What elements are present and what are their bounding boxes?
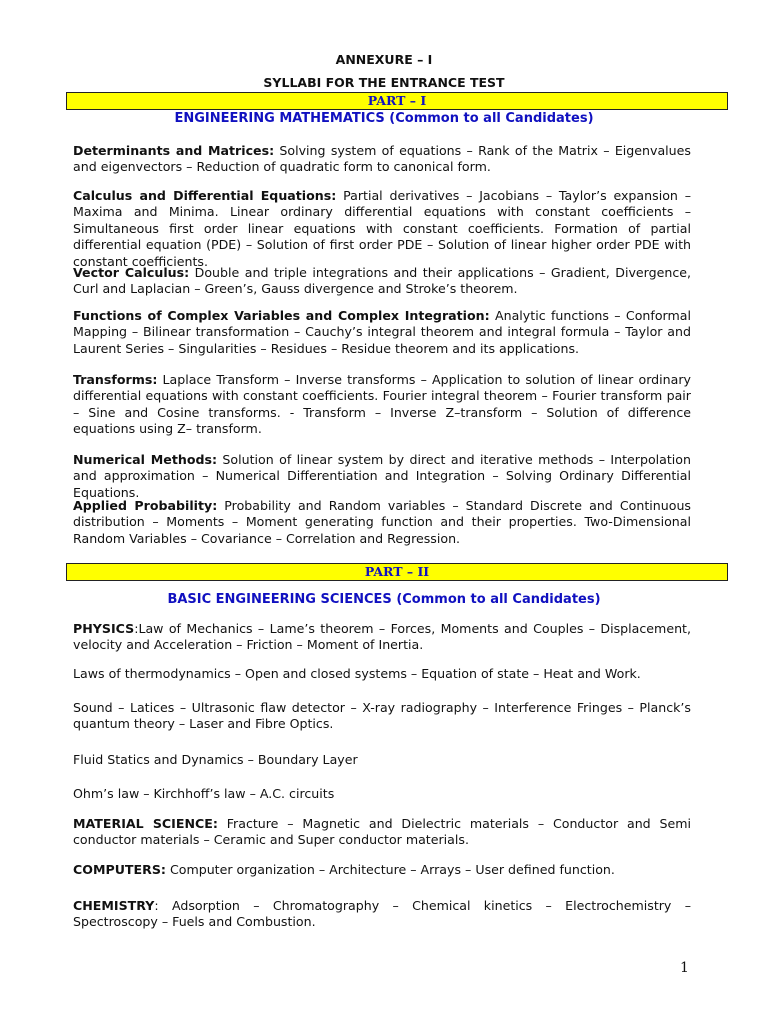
section-transforms — [73, 372, 691, 438]
section-sound — [73, 700, 691, 733]
section-material-science — [73, 816, 691, 849]
section-determinants — [73, 143, 691, 176]
section-text: Fracture – Magnetic and Dielectric materials – Conductor and Semi conductor materials – Ceramic and Super conductor materials. — [73, 816, 691, 848]
section-text: Analytic functions – Conformal Mapping – Bilinear transformation – Cauchy’s integral theorem and integral formula – Taylor and Laurent Series – Singularities – Residues – Residue theorem and its applications. — [73, 308, 691, 356]
section-calculus — [73, 188, 691, 270]
section-title: Determinants and Matrices: — [73, 143, 275, 158]
section-applied-probability — [73, 498, 691, 547]
section-title: Functions of Complex Variables and Complex Integration: — [73, 308, 490, 323]
part-2-subtitle: BASIC ENGINEERING SCIENCES (Common to all Candidates) — [167, 592, 601, 607]
section-fluid-statics — [73, 752, 691, 768]
section-title: PHYSICS — [73, 621, 135, 636]
section-chemistry — [73, 898, 691, 931]
section-title: Calculus and Differential Equations: — [73, 188, 337, 203]
section-text: Double and triple integrations and their applications – Gradient, Divergence, Curl and Laplacian – Green’s, Gauss divergence and Stroke’s theorem. — [73, 265, 691, 297]
section-text: Laplace Transform – Inverse transforms – Application to solution of linear ordinary differential equations with constant coefficients. Fourier integral theorem – Fourier transform pair – Sine and Cosine transforms. - Transform – Inverse Z–transform – Solution of difference equations using Z– transform. — [73, 372, 691, 437]
section-text: Ohm’s law – Kirchhoff’s law – A.C. circuits — [73, 786, 335, 801]
section-complex-variables — [73, 308, 691, 357]
section-numerical-methods — [73, 452, 691, 501]
section-title: Vector Calculus: — [73, 265, 190, 280]
section-title: COMPUTERS: — [73, 862, 166, 877]
part-1-banner: PART – I — [66, 92, 728, 110]
section-text: Laws of thermodynamics – Open and closed systems – Equation of state – Heat and Work. — [73, 666, 641, 681]
section-computers — [73, 862, 691, 878]
section-text: Computer organization – Architecture – Arrays – User defined function. — [165, 862, 615, 877]
part-2-banner: PART – II — [66, 563, 728, 581]
section-ohms-law — [73, 786, 691, 802]
section-text: Solving system of equations – Rank of the Matrix – Eigenvalues and eigenvectors – Reduction of quadratic form to canonical form. — [73, 143, 691, 175]
section-title: Numerical Methods: — [73, 452, 218, 467]
section-text: : Adsorption – Chromatography – Chemical kinetics – Electrochemistry – Spectroscopy – Fuels and Combustion. — [73, 898, 691, 930]
section-text: Solution of linear system by direct and iterative methods – Interpolation and approximation – Numerical Differentiation and Integration – Solving Ordinary Differential Equations. — [73, 452, 691, 500]
section-text: Probability and Random variables – Standard Discrete and Continuous distribution – Moments – Moment generating function and their properties. Two-Dimensional Random Variables – Covariance – Correlation and Regression. — [73, 498, 691, 546]
annexure-heading: ANNEXURE – I — [335, 52, 433, 67]
syllabi-heading: SYLLABI FOR THE ENTRANCE TEST — [263, 75, 505, 90]
section-text: Sound – Latices – Ultrasonic flaw detector – X-ray radiography – Interference Fringes – Planck’s quantum theory – Laser and Fibre Optics. — [73, 700, 691, 732]
page-number: 1 — [680, 960, 689, 976]
section-title: MATERIAL SCIENCE: — [73, 816, 218, 831]
section-title: Transforms: — [73, 372, 158, 387]
section-title: Applied Probability: — [73, 498, 218, 513]
section-thermodynamics — [73, 666, 691, 682]
part-1-subtitle: ENGINEERING MATHEMATICS (Common to all Candidates) — [174, 111, 594, 126]
section-physics — [73, 621, 691, 654]
section-text: :Law of Mechanics – Lame’s theorem – Forces, Moments and Couples – Displacement, velocity and Acceleration – Friction – Moment of Inertia. — [73, 621, 691, 653]
section-vector-calculus — [73, 265, 691, 298]
section-text: Partial derivatives – Jacobians – Taylor’s expansion – Maxima and Minima. Linear ordinary differential equations with constant coefficients – Simultaneous first order linear equations with constant coefficients. Formation of partial differential equation (PDE) – Solution of first order PDE – Solution of linear higher order PDE with constant coefficients. — [73, 188, 691, 269]
section-text: Fluid Statics and Dynamics – Boundary Layer — [73, 752, 358, 767]
section-title: CHEMISTRY — [73, 898, 155, 913]
